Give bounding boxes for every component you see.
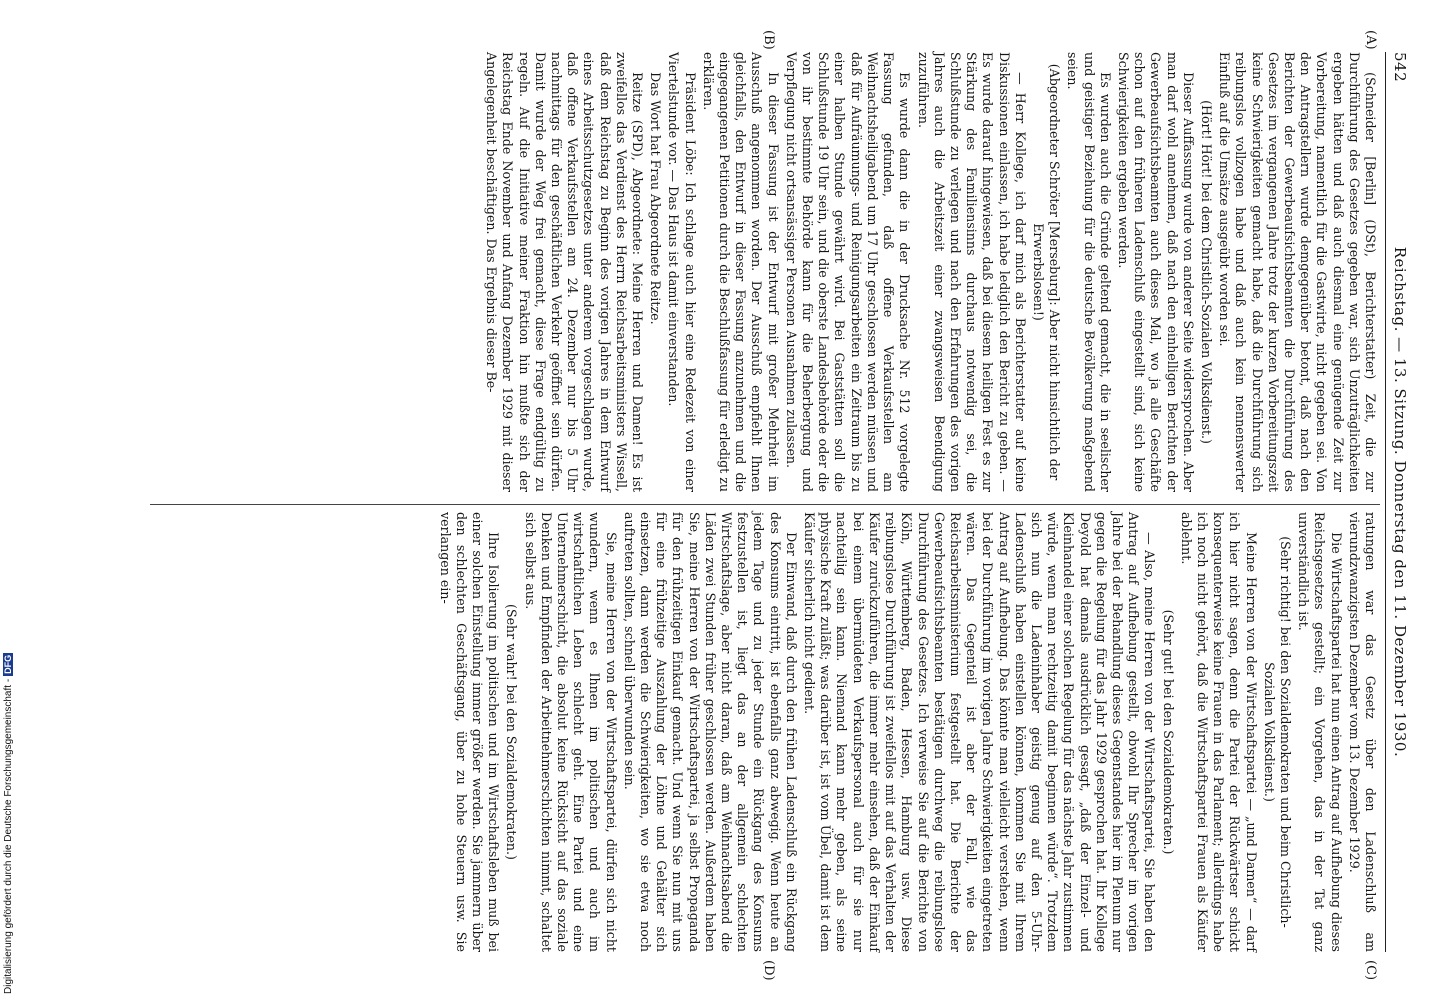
paragraph: — Also, meine Herren von der Wirtschaftspartei, Sie haben den Antrag auf Aufhebung gestellt, obwohl Ihr Sprecher im vorigen Jahre bei der Behandlung dieses Gegenstandes hier im Plenum nur gegen die Regelung für das Jahr 1929 gesprochen hat. Ihr Kollege Deyold hat damals ausdrücklich gesagt, „daß der Einzel- und Kleinhandel einer solchen Regelung für das nächste Jahr zustimmen würde, wenn man rechtzeitig damit beginnen würde“. Trotzdem sich nun die Ladeninhaber geistig genug auf den 5-Uhr-Ladenschluß haben einstellen können, kommen Sie mit Ihrem Antrag auf Aufhebung. Das könnte man vielleicht verstehen, wenn bei der Durchführung im vorigen Jahre Schwierigkeiten eingetreten wären. Das Gegenteil ist aber der Fall, wie das Reichsarbeitsministerium festgestellt hat. Die Berichte der Gewerbeaufsichtsbeamten bestätigen durchweg die reibungslose Durchführung des Gesetzes. Ich verweise Sie auf die Berichte von Köln, Württemberg, Baden, Hessen, Hamburg usw. Diese reibungslose Durchführung ist zweifellos mit auf das Verhalten der Käufer zurückzuführen, die immer mehr einsehen, daß der Einkauf bei einem übermüdeten Verkaufspersonal auch für sie nur nachteilig sein kann. Niemand kann mehr geben, als seine physische Kraft zuläßt; was darüber ist, ist vom Übel, damit ist dem Käufer sicherlich nicht gedient. [802, 512, 1158, 952]
footer-credit [3, 653, 14, 994]
paragraph: Ihre Isolierung im politischen und im Wirtschaftsleben muß bei einer solchen Einstellung immer größer werden. Sie jammern über den schlechten Geschäftsgang, über zu hohe Steuern usw. Sie verlangen ein- [437, 512, 502, 952]
paragraph: Es wurden auch die Gründe geltend gemacht, die in seelischer und geistiger Beziehung für die deutsche Bevölkerung maßgebend seien. [1065, 52, 1113, 492]
right-column [434, 512, 1378, 952]
paragraph: Reitze (SPD), Abgeordnete: Meine Herren und Damen! Es ist zweifellos das Verdienst des Herrn Reichsarbeitsministers Wissell, daß dem Reichstag zu Beginn des vorigen Jahres in dem Entwurf eines Arbeitsschutzgesetzes unter anderem vorgeschlagen wurde, daß offene Verkaufsstellen am 24. Dezember nur bis 5 Uhr nachmittags für den geschäftlichen Verkehr geöffnet sein dürfen. Damit wurde der Weg frei gemacht, diese Frage endgültig zu regeln. Auf die Initiative meiner Fraktion hin mußte sich der Reichstag Ende November und Anfang Dezember 1929 mit dieser Angelegenheit beschäftigen. Das Ergebnis dieser Be- [484, 52, 646, 492]
column-separator [150, 504, 1380, 505]
paragraph: Es wurde dann die in der Drucksache Nr. 512 vorgelegte Fassung gefunden, daß offene Verkaufsstellen am Weihnachtsheiligabend um 17 Uhr geschlossen werden müssen und daß für Aufräumungs- und Reinigungsarbeiten ein Zeitraum bis zu einer halben Stunde gewährt wird. Bei Gaststätten soll die Schlußstunde 19 Uhr sein, und die oberste Landesbehörde oder die von ihr bestimmte Behörde kann für die Beherbergung und Verpflegung nicht ortsansässiger Personen Ausnahmen zulassen. [783, 52, 913, 492]
paragraph: Dieser Auffassung wurde von anderer Seite widersprochen. Aber man darf wohl annehmen, daß nach den einhelligen Berichten der Gewerbeaufsichtsbeamten auch dieses Mal, wo ja alle Geschäfte schon auf den früheren Ladenschluß eingestellt sind, sich keine Schwierigkeiten ergeben werden. [1115, 52, 1196, 492]
left-column [481, 52, 1378, 492]
paragraph: Sie, meine Herren von der Wirtschaftspartei, dürfen sich nicht wundern, wenn es Ihnen im politischen und auch im wirtschaftlichen Leben schlecht geht. Eine Partei und eine Unternehmerschicht, die absolut keine Rücksicht auf das soziale Denken und Empfinden der Arbeitnehmerschichten nimmt, schaltet sich selbst aus. [522, 512, 619, 952]
paragraph: Die Wirtschaftspartei hat nun einen Antrag auf Aufhebung dieses Reichsgesetzes gestellt; ein Vorgehen, das in der Tat ganz unverständlich ist. [1296, 512, 1344, 952]
document-page [36, 12, 1416, 992]
paragraph: Das Wort hat Frau Abgeordnete Reitze. [648, 72, 664, 325]
paragraph: Präsident Löbe: Ich schlage auch hier eine Redezeit von einer Viertelstunde vor. — Das Haus ist damit einverstanden. [666, 52, 698, 492]
paragraph: Der Einwand, daß durch den frühen Ladenschluß ein Rückgang des Konsums eintritt, ist ebenfalls ganz abwegig. Wenn heute an jedem Tage und zu jeder Stunde ein Rückgang des Konsums festzustellen ist, liegt das an der allgemein schlechten Wirtschaftslage, aber nicht daran, daß am Weihnachtsabend die Läden zwei Stunden früher geschlossen werden. Außerdem haben Sie, meine Herren von der Wirtschaftspartei, ja selbst Propaganda für den frühzeitigen Einkauf gemacht. Und wenn Sie nun mit uns für eine frühzeitige Auszahlung der Löhne und Gehälter sich einsetzen, dann werden die Schwierigkeiten, wo sie etwa noch auftreten sollten, schnell überwunden sein. [621, 512, 799, 952]
margin-mark-b: (B) [761, 30, 776, 50]
paragraph: (Schneider [Berlin] (DSt), Berichterstatter) Zeit, die zur Durchführung des Gesetzes gegeben war, sich Unzuträglichkeiten ergeben hätten und daß auch diesmal eine genügende Zeit zur Vorbereitung, namentlich für die Gastwirte, nicht gegeben sei. Von den Antragstellern wurde demgegenüber betont, daß nach den Berichten der Gewerbeaufsichtsbeamten die Durchführung des Gesetzes im vergangenen Jahre trotz der kurzen Vorbereitungszeit keine Schwierigkeiten gemacht habe, daß die Durchführung sich reibungslos vollzogen habe und daß auch kein nennenswerter Einfluß auf die Umsätze ausgeübt worden sei. [1217, 52, 1378, 492]
paragraph: In dieser Fassung ist der Entwurf mit großer Mehrheit im Ausschuß angenommen worden. Der Ausschuß empfiehlt Ihnen gleichfalls, den Entwurf in dieser Fassung anzunehmen und die eingegangenen Petitionen durch die Beschlußfassung für erledigt zu erklären. [700, 52, 781, 492]
paragraph: Meine Herren von der Wirtschaftspartei — „und Damen“ — darf ich hier nicht sagen, denn die Partei der Rückwärtser schickt konsequenterweise keine Frauen in das Parlament; allerdings habe ich noch nicht gehört, daß die Wirtschaftspartei Frauen als Käufer ablehnt. [1178, 512, 1259, 952]
page-title: Reichstag. — 13. Sitzung. Donnerstag den 11. Dezember 1930. [1391, 246, 1409, 758]
footer-credit-text: Digitalisierung gefördert durch die Deutsche Forschungsgemeinschaft - [3, 678, 14, 994]
margin-mark-c: (C) [1363, 960, 1378, 981]
footer [0, 0, 14, 1000]
paragraph: (Sehr wahr! bei den Sozialdemokraten.) [504, 604, 520, 860]
paragraph: (Abgeordneter Schröter [Merseburg]: Aber nicht hinsichtlich der Erwerbslosen!) [1030, 63, 1063, 481]
page-header [1386, 52, 1410, 952]
page-number: 542 [1391, 52, 1409, 83]
margin-mark-a: (A) [1363, 30, 1378, 50]
margin-mark-d: (D) [761, 960, 776, 981]
paragraph: ratungen war das Gesetz über den Ladenschluß am vierundzwanzigsten Dezember vom 13. Dezember 1929. [1346, 512, 1378, 952]
header-rule [1385, 52, 1386, 952]
paragraph: (Sehr gut! bei den Sozialdemokraten.) [1160, 609, 1176, 855]
paragraph: (Sehr richtig! bei den Sozialdemokraten und beim Christlich-Sozialen Volksdienst.) [1261, 536, 1293, 928]
dfg-logo: DFG [3, 654, 13, 674]
paragraph: — Herr Kollege, ich darf mich als Berichterstatter auf keine Diskussionen einlassen, ich habe lediglich den Bericht zu geben. — Es wurde darauf hingewiesen, daß bei diesem heiligen Fest es zur Stärkung des Familiensinns durchaus notwendig sei, die Schlußstunde zu verlegen und nach den Erfahrungen des vorigen Jahres auch die Arbeitszeit einer zwangsweisen Beendigung zuzuführen. [915, 52, 1028, 492]
paragraph: (Hört! Hört! bei dem Christlich-Sozialen Volksdienst.) [1198, 100, 1214, 444]
